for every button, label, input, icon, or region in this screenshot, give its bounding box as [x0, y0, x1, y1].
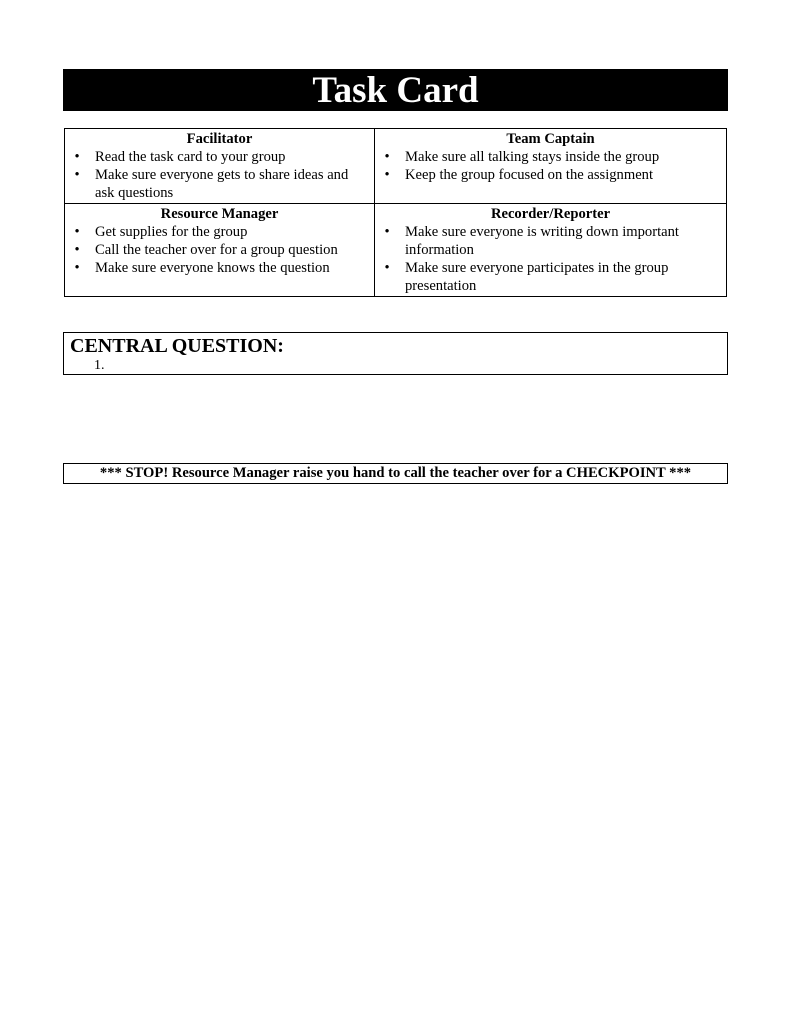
- list-item: [71, 259, 368, 277]
- task-card-title: Task Card: [63, 69, 728, 111]
- bullet-icon: •: [384, 260, 390, 276]
- list-item: [71, 166, 368, 202]
- duty-text: Make sure all talking stays inside the group: [405, 149, 660, 165]
- checkpoint-banner: *** STOP! Resource Manager raise you hand to call the teacher over for a CHECKPOINT ***: [63, 463, 728, 484]
- team-captain-cell: [375, 129, 727, 204]
- list-item: [381, 223, 720, 259]
- facilitator-heading: Facilitator: [186, 131, 253, 147]
- duty-text: Make sure everyone knows the question: [95, 260, 330, 276]
- central-question-item-number: 1.: [94, 358, 105, 373]
- team-captain-duties: [381, 148, 720, 184]
- bullet-icon: •: [384, 149, 390, 165]
- recorder-reporter-duties: [381, 223, 720, 295]
- facilitator-cell: [65, 129, 375, 204]
- bullet-icon: •: [384, 224, 390, 240]
- recorder-reporter-heading: Recorder/Reporter: [490, 206, 611, 222]
- duty-text: Read the task card to your group: [95, 149, 286, 165]
- roles-table: [64, 128, 727, 297]
- list-item: [381, 166, 720, 184]
- duty-text: Get supplies for the group: [95, 224, 248, 240]
- list-item: [71, 148, 368, 166]
- resource-manager-cell: [65, 204, 375, 297]
- bullet-icon: •: [74, 167, 80, 183]
- recorder-reporter-cell: [375, 204, 727, 297]
- bullet-icon: •: [74, 242, 80, 258]
- duty-text: Make sure everyone is writing down important information: [405, 224, 679, 258]
- list-item: [381, 259, 720, 295]
- duty-text: Keep the group focused on the assignment: [405, 167, 654, 183]
- bullet-icon: •: [74, 260, 80, 276]
- facilitator-duties: [71, 148, 368, 202]
- resource-manager-heading: Resource Manager: [160, 206, 279, 222]
- central-question-box: [63, 332, 728, 375]
- roles-row-1: [65, 129, 727, 204]
- list-item: [381, 148, 720, 166]
- duty-text: Make sure everyone gets to share ideas and ask questions: [95, 167, 349, 201]
- central-question-heading: CENTRAL QUESTION:: [70, 335, 284, 357]
- resource-manager-duties: [71, 223, 368, 277]
- duty-text: Make sure everyone participates in the group presentation: [405, 260, 669, 294]
- bullet-icon: •: [74, 224, 80, 240]
- list-item: [71, 241, 368, 259]
- roles-row-2: [65, 204, 727, 297]
- bullet-icon: •: [384, 167, 390, 183]
- team-captain-heading: Team Captain: [506, 131, 595, 147]
- bullet-icon: •: [74, 149, 80, 165]
- list-item: [71, 223, 368, 241]
- duty-text: Call the teacher over for a group question: [95, 242, 338, 258]
